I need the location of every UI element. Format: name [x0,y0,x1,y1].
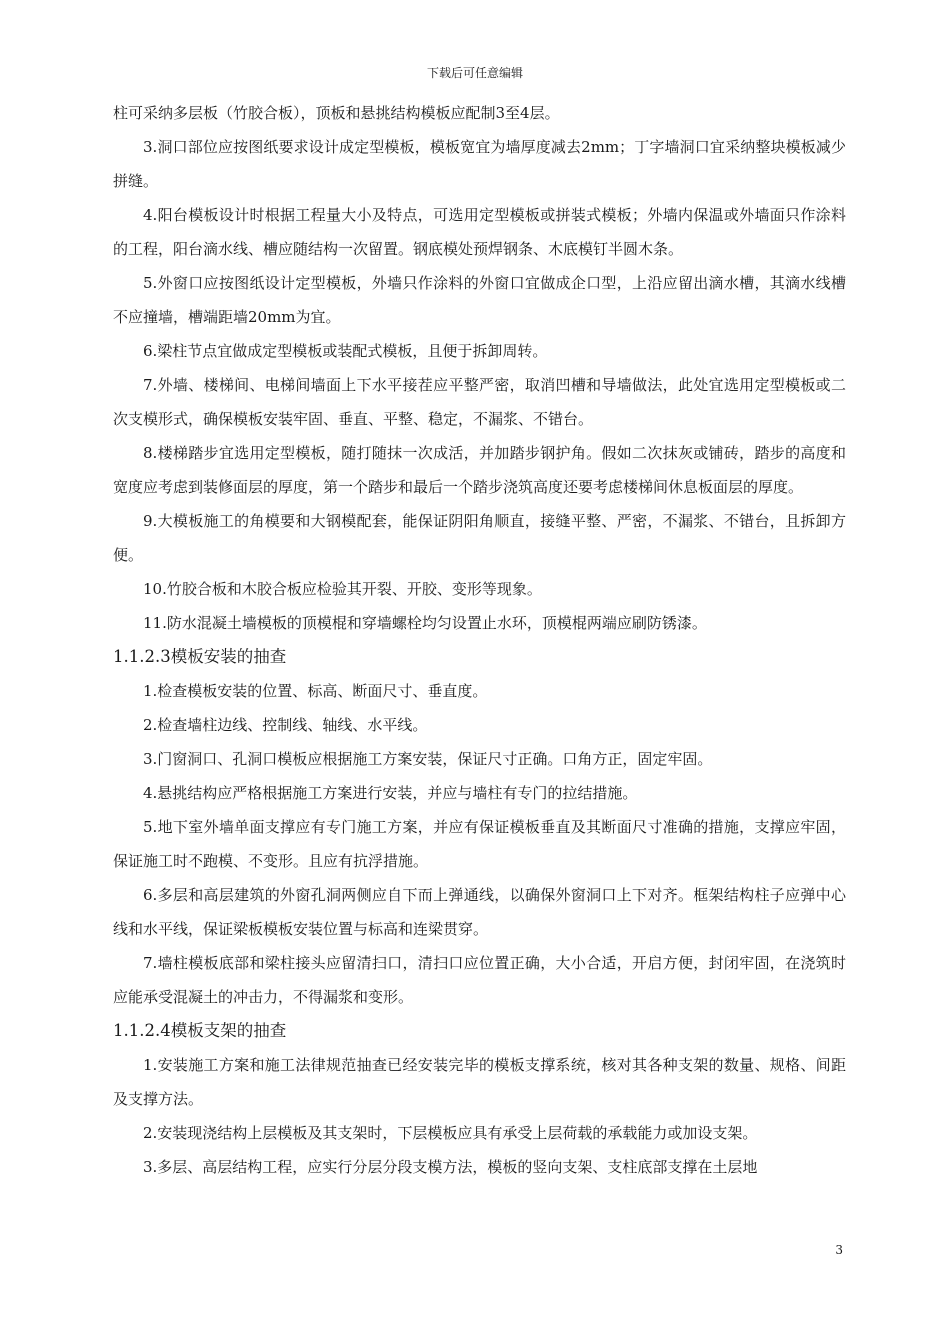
page-number: 3 [835,1243,843,1257]
body-paragraph: 7.外墙、楼梯间、电梯间墙面上下水平接茬应平整严密，取消凹槽和导墙做法，此处宜选用定型模板或二次支模形式，确保模板安装牢固、垂直、平整、稳定，不漏浆、不错台。 [113,376,846,428]
body-paragraph: 4.阳台模板设计时根据工程量大小及特点，可选用定型模板或拼装式模板；外墙内保温或外墙面只作涂料的工程，阳台滴水线、槽应随结构一次留置。钢底模处预焊钢条、木底模钉半圆木条。 [113,206,846,258]
body-paragraph: 3.门窗洞口、孔洞口模板应根据施工方案安装，保证尺寸正确。口角方正，固定牢固。 [143,750,713,768]
body-paragraph: 6.梁柱节点宜做成定型模板或装配式模板，且便于拆卸周转。 [143,342,548,360]
body-paragraph: 4.悬挑结构应严格根据施工方案进行安装，并应与墙柱有专门的拉结措施。 [143,784,638,802]
body-paragraph: 5.外窗口应按图纸设计定型模板，外墙只作涂料的外窗口宜做成企口型，上沿应留出滴水槽，其滴水线槽不应撞墙，槽端距墙20mm为宜。 [113,274,846,326]
body-paragraph: 1.检查模板安装的位置、标高、断面尺寸、垂直度。 [143,682,488,700]
body-paragraph: 8.楼梯踏步宜选用定型模板，随打随抹一次成活，并加踏步钢护角。假如二次抹灰或铺砖，踏步的高度和宽度应考虑到装修面层的厚度，第一个踏步和最后一个踏步浇筑高度还要考虑楼梯间休息板面层的厚度。 [113,444,846,496]
body-paragraph: 2.检查墙柱边线、控制线、轴线、水平线。 [143,716,428,734]
body-paragraph: 5.地下室外墙单面支撑应有专门施工方案，并应有保证模板垂直及其断面尺寸准确的措施，支撑应牢固，保证施工时不跑模、不变形。且应有抗浮措施。 [113,818,846,870]
body-paragraph: 1.安装施工方案和施工法律规范抽查已经安装完毕的模板支撑系统，核对其各种支架的数量、规格、间距及支撑方法。 [113,1056,846,1108]
body-paragraph: 柱可采纳多层板（竹胶合板），顶板和悬挑结构模板应配制3至4层。 [113,104,560,122]
body-paragraph: 10.竹胶合板和木胶合板应检验其开裂、开胶、变形等现象。 [143,580,542,598]
body-paragraph: 2.安装现浇结构上层模板及其支架时，下层模板应具有承受上层荷载的承载能力或加设支架。 [143,1124,758,1142]
body-paragraph: 9.大模板施工的角模要和大钢模配套，能保证阴阳角顺直，接缝平整、严密，不漏浆、不错台，且拆卸方便。 [113,512,846,564]
document-body [113,96,846,1184]
section-heading: 1.1.2.3模板安装的抽查 [113,647,287,666]
body-paragraph: 11.防水混凝土墙模板的顶模棍和穿墙螺栓均匀设置止水环，顶模棍两端应刷防锈漆。 [143,614,707,632]
body-paragraph: 7.墙柱模板底部和梁柱接头应留清扫口，清扫口应位置正确，大小合适，开启方便，封闭牢固，在浇筑时应能承受混凝土的冲击力，不得漏浆和变形。 [113,954,846,1006]
section-heading: 1.1.2.4模板支架的抽查 [113,1021,287,1040]
body-paragraph: 3.多层、高层结构工程，应实行分层分段支模方法，模板的竖向支架、支柱底部支撑在土层地 [143,1158,758,1176]
page-header: 下载后可任意编辑 [426,66,523,80]
body-paragraph: 6.多层和高层建筑的外窗孔洞两侧应自下而上弹通线，以确保外窗洞口上下对齐。框架结构柱子应弹中心线和水平线，保证梁板模板安装位置与标高和连梁贯穿。 [113,886,846,938]
body-paragraph: 3.洞口部位应按图纸要求设计成定型模板，模板宽宜为墙厚度减去2mm；丁字墙洞口宜采纳整块模板减少拼缝。 [113,138,846,190]
